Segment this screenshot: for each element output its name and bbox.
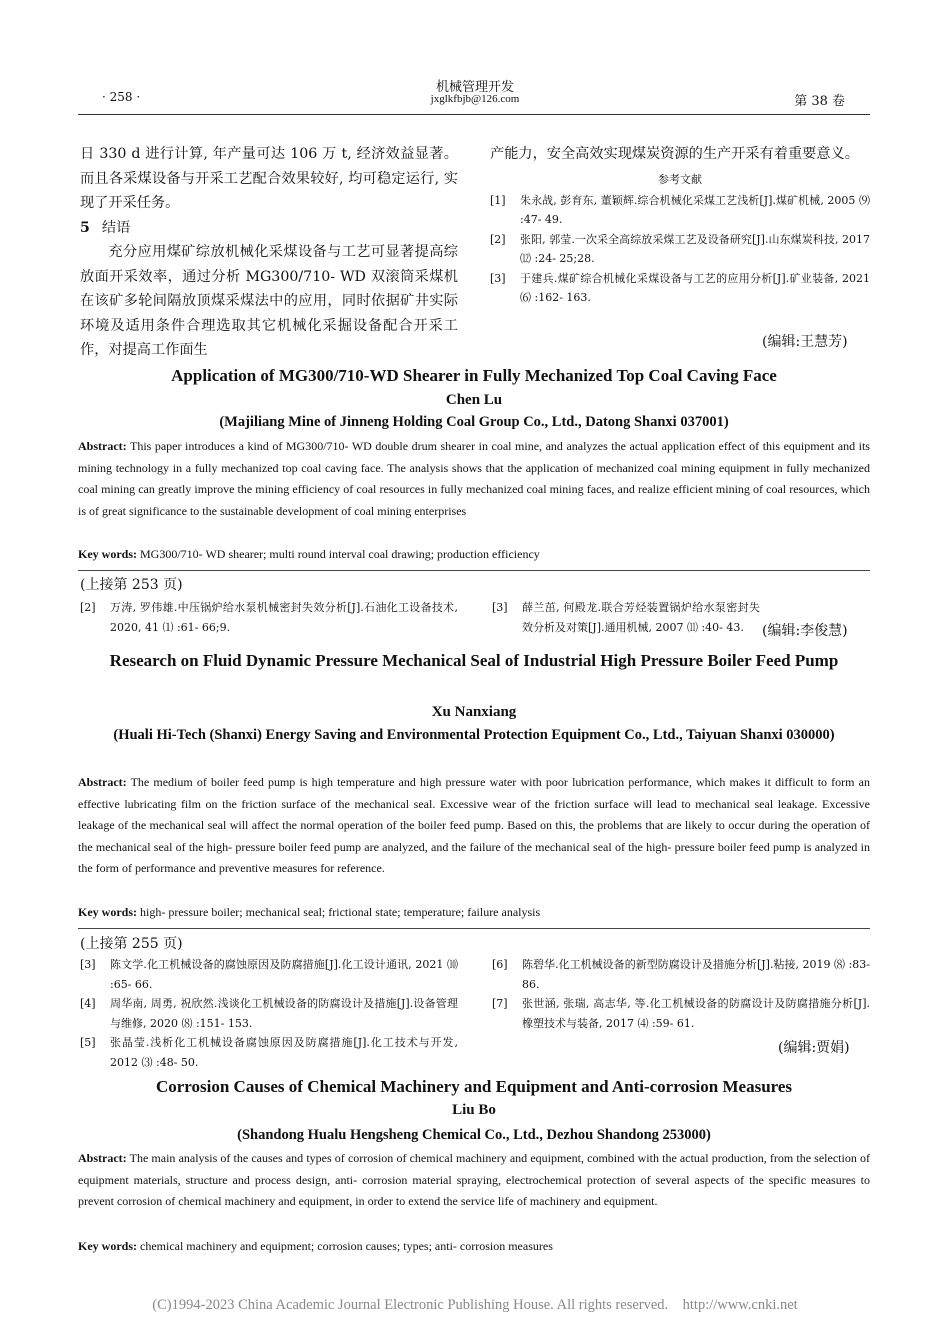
- section-heading: 5 结语: [80, 219, 131, 236]
- editor-note: (编辑:贾娟): [778, 1040, 850, 1056]
- editor-note: (编辑:王慧芳): [762, 334, 848, 350]
- journal-email: jxglkfbjb@126.com: [430, 93, 520, 105]
- continued-note: (上接第 253 页): [80, 577, 183, 593]
- continued-references: [80, 598, 870, 637]
- reference-item: [3] 陈文学.化工机械设备的腐蚀原因及防腐措施[J].化工设计通讯, 2021 ⑽ :65- 66.: [80, 958, 458, 991]
- reference-item: [2] 万涛, 罗伟雄.中压锅炉给水泵机械密封失效分析[J].石油化工设备技术, 2020, 41 ⑴ :61- 66;9.: [80, 601, 458, 634]
- english-affiliation: (Shandong Hualu Hengsheng Chemical Co., Ltd., Dezhou Shandong 253000): [237, 1127, 711, 1143]
- english-affiliation: (Majiliang Mine of Jinneng Holding Coal Group Co., Ltd., Datong Shanxi 037001): [219, 414, 729, 430]
- keywords: Key words: chemical machinery and equipment; corrosion causes; types; anti- corrosion measures: [78, 1239, 553, 1253]
- reference-item: [2] 张阳, 郭莹.一次采全高综放采煤工艺及设备研究[J].山东煤炭科技, 2017 ⑿ :24- 25;28.: [490, 232, 870, 265]
- abstract: Abstract: The medium of boiler feed pump is high temperature and high pressure water with poor lubrication performance, which makes it difficult to form an effective lubricating film on the friction surface of the mechanical seal. Excessive wear of the friction surface will lead to mechanical seal leakage. Excessive leakage of the mechanical seal will affect the normal operation of the boiler feed pump. Based on this, the problems that are likely to occur during the operation of the mechanical seal of the high- pressure boiler feed pump are analyzed, and the failure of the mechanical seal of the high- pressure boiler feed pump is analyzed in the form of performance and preventive measures for reference.: [78, 775, 870, 876]
- conclusion-paragraph: 充分应用煤矿综放机械化采煤设备与工艺可显著提高综放面开采效率，通过分析 MG300/710- WD 双滚筒采煤机在该矿多轮间隔放顶煤采煤法中的应用，同时依据矿井实际环境及适用条件合理选取其它机械化采掘设备配合开采工作，对提高工作面生: [80, 244, 458, 358]
- abstract: Abstract: This paper introduces a kind of MG300/710- WD double drum shearer in coal mine, and analyzes the actual application effect of this equipment and its mining technology in a fully mechanized top coal caving face. The analysis shows that the application of mechanized coal mining equipment in fully mechanized coal mining can greatly improve the mining efficiency of coal resources in fully mechanized coal mining faces, and realize efficient mining of coal resources, which is of great significance to the sustainable development of coal mining enterprises: [78, 439, 870, 518]
- section-divider: [78, 570, 870, 571]
- continued-references: [80, 955, 870, 1072]
- journal-title: 机械管理开发: [435, 80, 514, 95]
- reference-item: [1] 朱永战, 彭育东, 董颖辉.综合机械化采煤工艺浅析[J].煤矿机械, 2005 ⑼ :47- 49.: [490, 193, 870, 226]
- reference-item: [3] 薛兰茁, 何殿龙.联合芳烃装置锅炉给水泵密封失效分析及对策[J].通用机械, 2007 ⑾ :40- 43.: [492, 601, 760, 634]
- keywords: Key words: MG300/710- WD shearer; multi round interval coal drawing; production efficiency: [78, 547, 540, 561]
- page-number: · 258 ·: [102, 90, 141, 104]
- reference-item: [4] 周华南, 周勇, 祝欣然.浅谈化工机械设备的防腐设计及措施[J].设备管理与维修, 2020 ⑻ :151- 153.: [80, 997, 458, 1030]
- copyright-footer: (C)1994-2023 China Academic Journal Electronic Publishing House. All rights reserved. http://www.cnki.net: [152, 1297, 798, 1313]
- section-divider: [78, 928, 870, 929]
- english-title: Application of MG300/710-WD Shearer in Fully Mechanized Top Coal Caving Face: [171, 366, 777, 385]
- reference-item: [7] 张世涵, 张瑞, 高志华, 等.化工机械设备的防腐设计及防腐措施分析[J].橡塑技术与装备, 2017 ⑷ :59- 61.: [492, 997, 870, 1030]
- english-title: Corrosion Causes of Chemical Machinery and Equipment and Anti-corrosion Measures: [155, 1077, 793, 1096]
- english-author: Xu Nanxiang: [431, 704, 517, 720]
- reference-item: [3] 于建兵.煤矿综合机械化采煤设备与工艺的应用分析[J].矿业装备, 2021 ⑹ :162- 163.: [490, 271, 870, 304]
- english-affiliation: (Huali Hi-Tech (Shanxi) Energy Saving and Environmental Protection Equipment Co., Ltd., Taiyuan Shanxi 030000): [113, 727, 835, 743]
- english-author: Liu Bo: [452, 1102, 496, 1118]
- article1-paragraph: 日 330 d 进行计算, 年产量可达 106 万 t, 经济效益显著。而且各采煤设备与开采工艺配合效果较好, 均可稳定运行, 实现了开采任务。: [80, 146, 458, 211]
- english-title: Research on Fluid Dynamic Pressure Mechanical Seal of Industrial High Pressure Boiler Feed Pump: [109, 651, 839, 670]
- references-title: 参考文献: [658, 172, 702, 186]
- article1-right-column: [490, 142, 870, 308]
- article1-paragraph-end: 产能力，安全高效实现煤炭资源的生产开采有着重要意义。: [490, 146, 859, 162]
- reference-item: [5] 张晶莹.浅析化工机械设备腐蚀原因及防腐措施[J].化工技术与开发, 2012 ⑶ :48- 50.: [80, 1036, 458, 1069]
- article1-left-column: [80, 142, 458, 363]
- abstract: Abstract: The main analysis of the causes and types of corrosion of chemical machinery and equipment, combined with the actual production, from the selection of equipment materials, structure and process design, anti- corrosion material spraying, electrochemical protection of several aspects of the specific measures to prevent corrosion of chemical machinery and equipment, in order to extend the service life of machinery and equipment.: [78, 1151, 870, 1209]
- reference-item: [6] 陈碧华.化工机械设备的新型防腐设计及措施分析[J].粘接, 2019 ⑻ :83- 86.: [492, 958, 870, 991]
- volume-label: 第 38 卷: [794, 94, 845, 109]
- header-rule: [78, 114, 870, 115]
- editor-note: (编辑:李俊慧): [762, 623, 848, 639]
- keywords: Key words: high- pressure boiler; mechanical seal; frictional state; temperature; failure analysis: [78, 905, 541, 919]
- continued-note: (上接第 255 页): [80, 936, 183, 952]
- english-author: Chen Lu: [445, 392, 503, 408]
